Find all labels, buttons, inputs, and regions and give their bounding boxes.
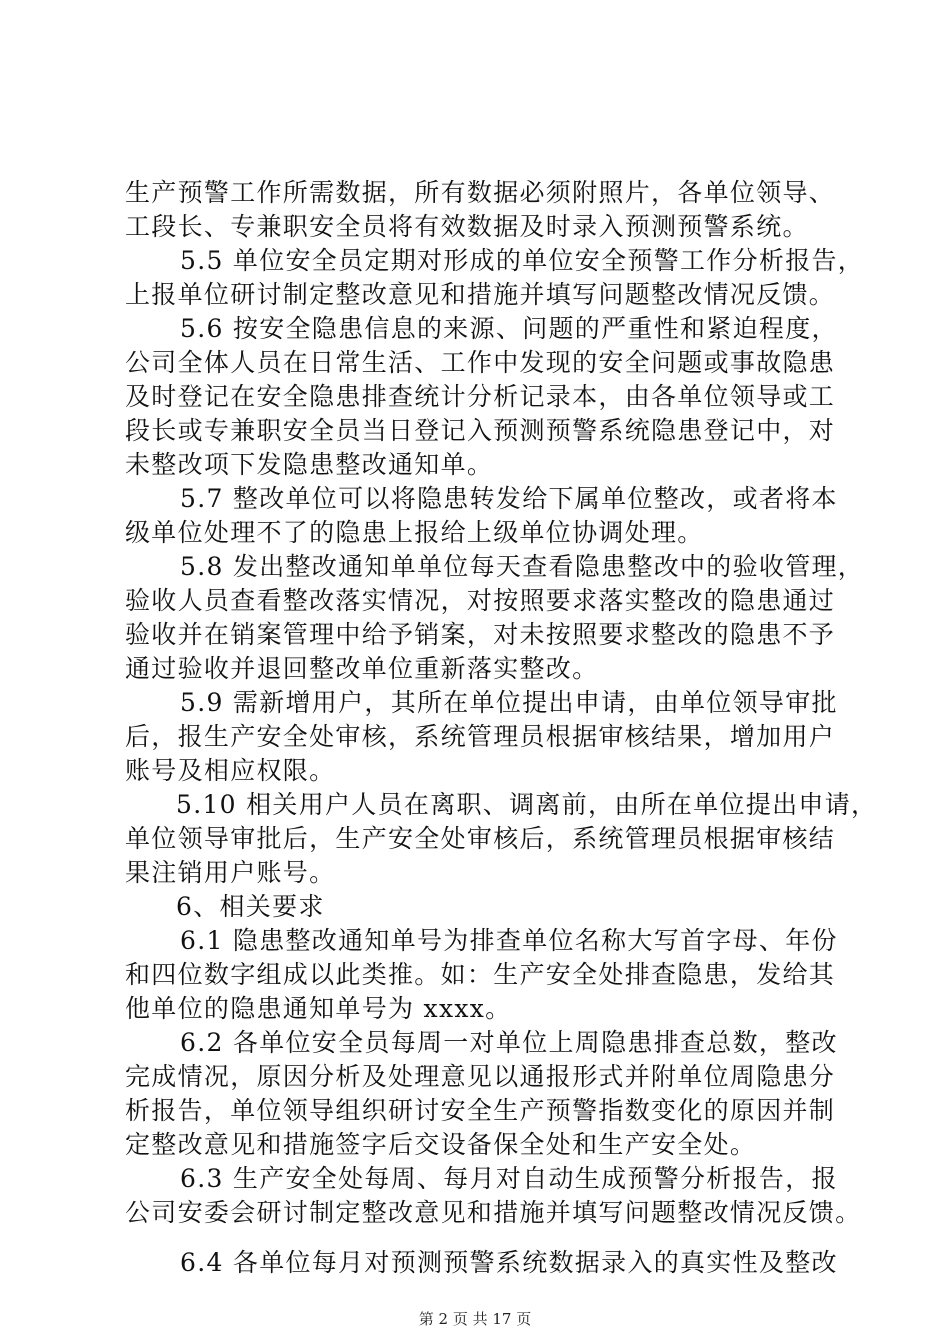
text-line: 级单位处理不了的隐患上报给上级单位协调处理。: [125, 518, 704, 547]
section-heading-6: 6、相关要求: [176, 892, 325, 921]
text-line: 单位领导审批后，生产安全处审核后，系统管理员根据审核结: [125, 824, 836, 853]
paragraph-5-10-start: 5.10 相关用户人员在离职、调离前，由所在单位提出申请，: [176, 790, 878, 819]
text-line: 果注销用户账号。: [125, 858, 336, 887]
paragraph-6-3-start: 6.3 生产安全处每周、每月对自动生成预警分析报告，报: [180, 1164, 838, 1193]
text-line: 完成情况，原因分析及处理意见以通报形式并附单位周隐患分: [125, 1062, 836, 1091]
paragraph-6-4-start: 6.4 各单位每月对预测预警系统数据录入的真实性及整改: [180, 1248, 838, 1277]
text-line: 后，报生产安全处审核，系统管理员根据审核结果，增加用户: [125, 722, 836, 751]
text-line: 通过验收并退回整改单位重新落实整改。: [125, 654, 599, 683]
text-line: 验收并在销案管理中给予销案，对未按照要求整改的隐患不予: [125, 620, 836, 649]
text-line: 上报单位研讨制定整改意见和措施并填写问题整改情况反馈。: [125, 280, 836, 309]
text-line: 定整改意见和措施签字后交设备保全处和生产安全处。: [125, 1130, 757, 1159]
text-line: 及时登记在安全隐患排查统计分析记录本，由各单位领导或工: [125, 382, 836, 411]
paragraph-5-7-start: 5.7 整改单位可以将隐患转发给下属单位整改，或者将本: [180, 484, 838, 513]
text-line: 析报告，单位领导组织研讨安全生产预警指数变化的原因并制: [125, 1096, 836, 1125]
paragraph-5-5-start: 5.5 单位安全员定期对形成的单位安全预警工作分析报告，: [180, 246, 865, 275]
text-line: 和四位数字组成以此类推。如：生产安全处排查隐患，发给其: [125, 960, 836, 989]
text-line: 他单位的隐患通知单号为 xxxx。: [125, 994, 512, 1023]
text-line: 公司安委会研讨制定整改意见和措施并填写问题整改情况反馈。: [125, 1198, 862, 1227]
page-footer: 第 2 页 共 17 页: [418, 1310, 532, 1328]
text-line: 未整改项下发隐患整改通知单。: [125, 450, 494, 479]
text-line: 验收人员查看整改落实情况，对按照要求落实整改的隐患通过: [125, 586, 836, 615]
paragraph-5-9-start: 5.9 需新增用户，其所在单位提出申请，由单位领导审批: [180, 688, 838, 717]
text-line: 工段长、专兼职安全员将有效数据及时录入预测预警系统。: [125, 212, 809, 241]
text-line: 账号及相应权限。: [125, 756, 336, 785]
paragraph-6-1-start: 6.1 隐患整改通知单号为排查单位名称大写首字母、年份: [180, 926, 838, 955]
text-line: 公司全体人员在日常生活、工作中发现的安全问题或事故隐患: [125, 348, 836, 377]
paragraph-5-8-start: 5.8 发出整改通知单单位每天查看隐患整改中的验收管理，: [180, 552, 865, 581]
text-line: 生产预警工作所需数据，所有数据必须附照片，各单位领导、: [125, 178, 836, 207]
paragraph-5-6-start: 5.6 按安全隐患信息的来源、问题的严重性和紧迫程度，: [180, 314, 838, 343]
paragraph-6-2-start: 6.2 各单位安全员每周一对单位上周隐患排查总数，整改: [180, 1028, 838, 1057]
text-line: 段长或专兼职安全员当日登记入预测预警系统隐患登记中，对: [125, 416, 836, 445]
